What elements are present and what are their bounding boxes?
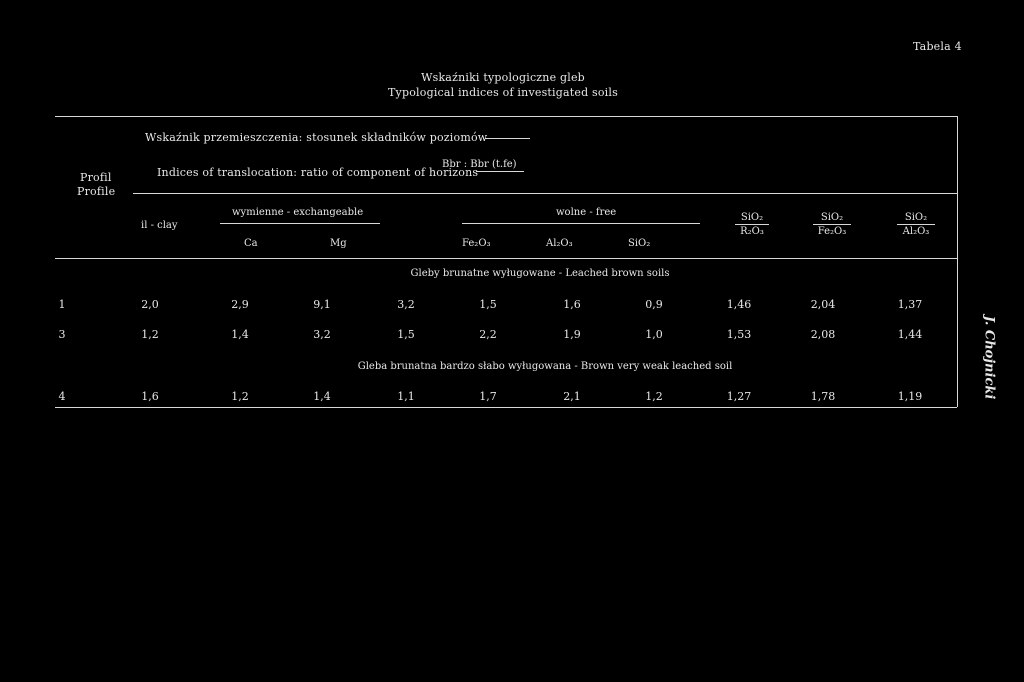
col-ca: Ca [244, 238, 258, 249]
cell-ratio-al2o3: 1,19 [897, 390, 923, 403]
table-row [0, 298, 1024, 312]
translocation-en: Indices of translocation: ratio of component of horizons [157, 166, 479, 179]
bbr-rule [476, 171, 524, 172]
row-profile: 3 [58, 328, 66, 341]
cell-fe2o3: 1,5 [479, 298, 497, 311]
col-al2o3: Al₂O₃ [546, 238, 573, 249]
header-rule-2 [55, 258, 957, 259]
cell-ca: 1,2 [231, 390, 249, 403]
ratio-sio2-al2o3: SiO₂ Al₂O₃ [897, 211, 935, 238]
cell-ca: 1,4 [231, 328, 249, 341]
cell-sio2: 1,0 [645, 328, 663, 341]
cell-ratio-r2o3: 1,53 [726, 328, 752, 341]
col-fe2o3: Fe₂O₃ [462, 238, 491, 249]
free-rule [462, 223, 700, 224]
title-en: Typological indices of investigated soils [388, 86, 618, 99]
cell-clay: 1,6 [141, 390, 159, 403]
cell-sio2: 1,2 [645, 390, 663, 403]
cell-clay: 1,2 [141, 328, 159, 341]
exchangeable-rule [220, 223, 380, 224]
cell-al2o3: 1,6 [563, 298, 581, 311]
table-row [0, 328, 1024, 342]
top-rule [55, 116, 957, 117]
bottom-rule [55, 407, 957, 408]
translocation-dash [485, 138, 530, 139]
ratio-sio2-fe2o3: SiO₂ Fe₂O₃ [813, 211, 851, 238]
cell-c4: 1,5 [397, 328, 415, 341]
cell-ca: 2,9 [231, 298, 249, 311]
cell-al2o3: 2,1 [563, 390, 581, 403]
side-author [975, 312, 1003, 402]
side-author-text: J. Chojnicki [981, 315, 997, 399]
section-brown-very-weak: Gleba brunatna bardzo słabo wyługowana - Brown very weak leached soil [357, 361, 733, 372]
header-rule-1 [133, 193, 957, 194]
cell-ratio-r2o3: 1,27 [726, 390, 752, 403]
cell-c4: 1,1 [397, 390, 415, 403]
ratio-sio2-r2o3: SiO₂ R₂O₃ [735, 211, 769, 238]
cell-mg: 1,4 [313, 390, 331, 403]
profile-label-pl: Profil [80, 171, 112, 184]
cell-fe2o3: 1,7 [479, 390, 497, 403]
col-exchangeable: wymienne - exchangeable [232, 207, 364, 218]
cell-ratio-al2o3: 1,37 [897, 298, 923, 311]
cell-ratio-r2o3: 1,46 [726, 298, 752, 311]
table-row [0, 390, 1024, 404]
title-pl: Wskaźniki typologiczne gleb [421, 71, 585, 84]
cell-ratio-fe2o3: 2,08 [810, 328, 836, 341]
cell-al2o3: 1,9 [563, 328, 581, 341]
profile-label-en: Profile [77, 185, 116, 198]
col-clay: il - clay [141, 220, 178, 231]
cell-c4: 3,2 [397, 298, 415, 311]
col-free: wolne - free [556, 207, 617, 218]
section-leached-brown: Gleby brunatne wyługowane - Leached brown soils [410, 268, 670, 279]
right-border [957, 116, 958, 407]
row-profile: 4 [58, 390, 66, 403]
cell-sio2: 0,9 [645, 298, 663, 311]
bbr-formula: Bbr : Bbr (t.fe) [442, 159, 517, 170]
row-profile: 1 [58, 298, 66, 311]
cell-ratio-al2o3: 1,44 [897, 328, 923, 341]
col-sio2: SiO₂ [628, 238, 651, 249]
cell-ratio-fe2o3: 1,78 [810, 390, 836, 403]
cell-ratio-fe2o3: 2,04 [810, 298, 836, 311]
cell-clay: 2,0 [141, 298, 159, 311]
table-label: Tabela 4 [913, 40, 962, 53]
col-mg: Mg [330, 238, 347, 249]
translocation-pl: Wskaźnik przemieszczenia: stosunek składników poziomów [145, 131, 488, 144]
cell-mg: 9,1 [313, 298, 331, 311]
cell-mg: 3,2 [313, 328, 331, 341]
cell-fe2o3: 2,2 [479, 328, 497, 341]
